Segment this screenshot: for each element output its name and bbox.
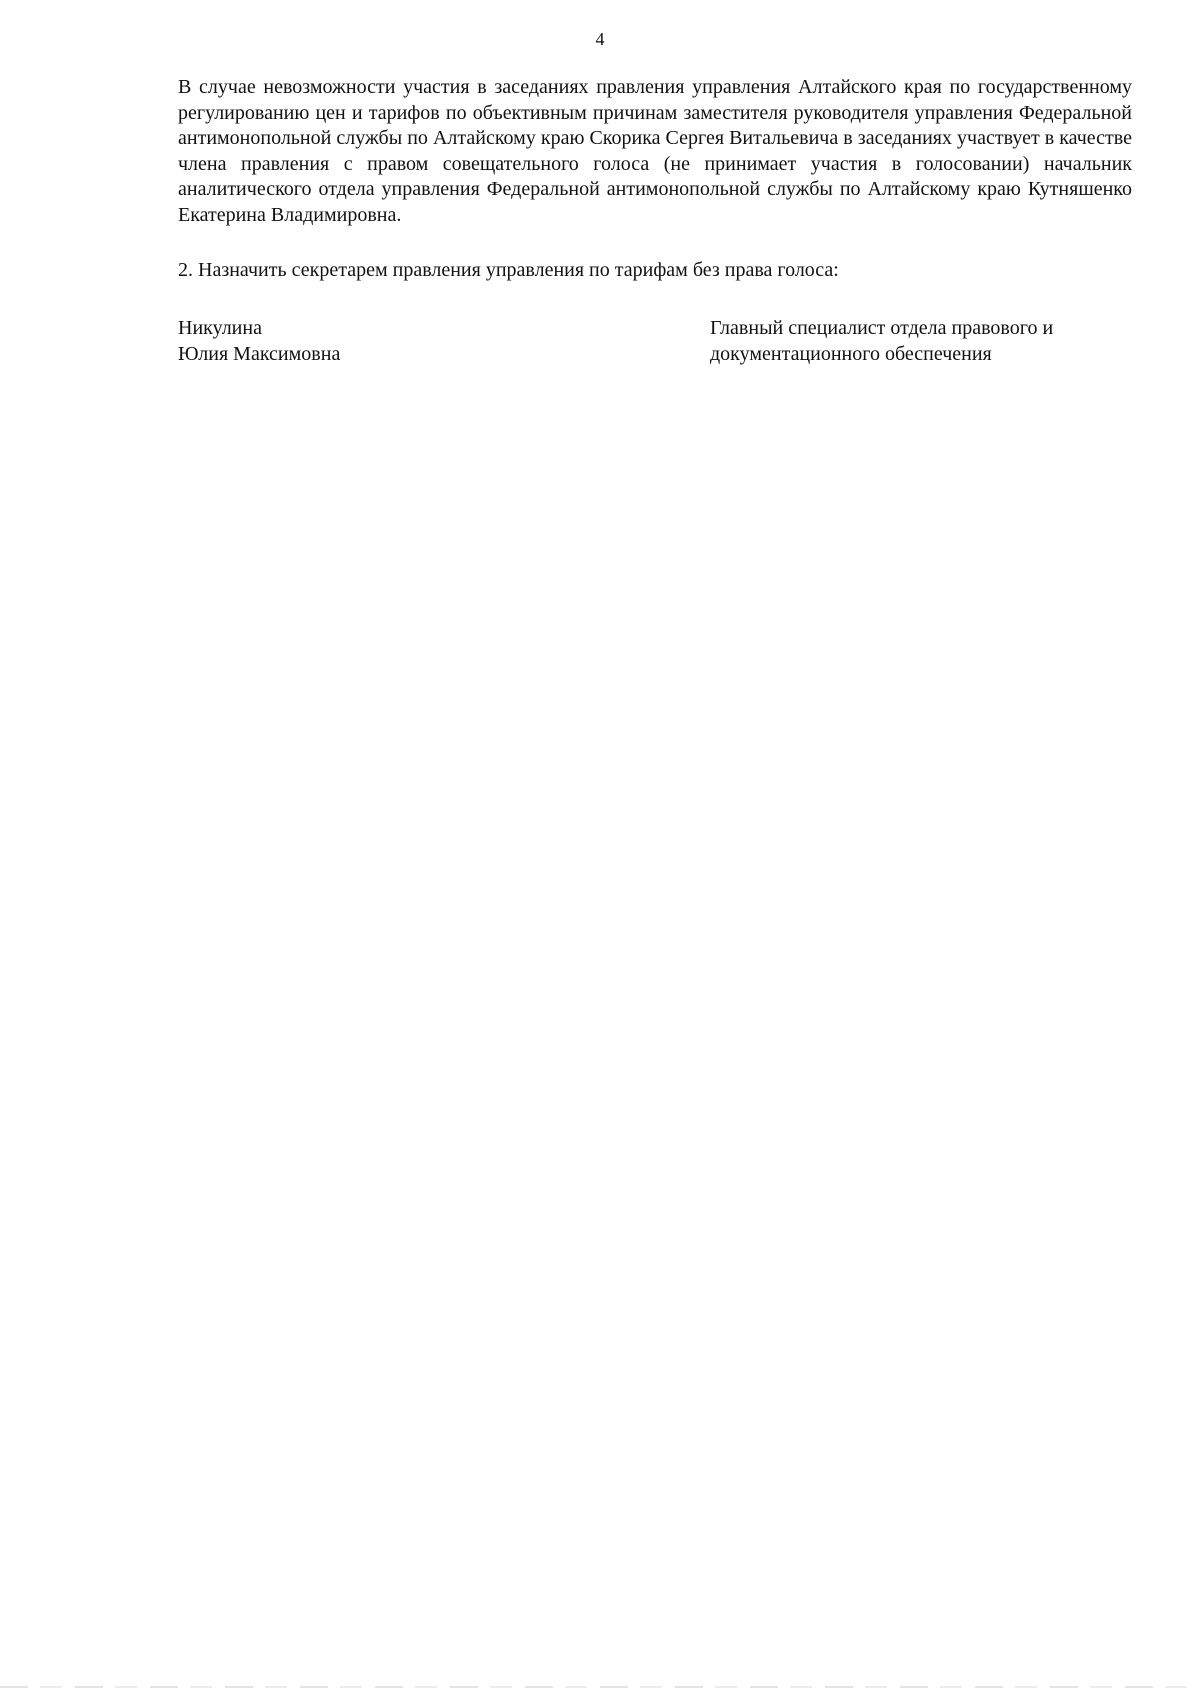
secretary-surname: Никулина	[178, 316, 262, 339]
secretary-block	[178, 315, 1132, 367]
page-number: 4	[595, 29, 605, 49]
secretary-position-line-2: документационного обеспечения	[710, 342, 992, 365]
secretary-given-names: Юлия Максимовна	[178, 342, 341, 365]
secretary-position-line-1: Главный специалист отдела правового и	[710, 316, 1054, 339]
document-body	[178, 75, 1132, 367]
item-2-secretary-appointment: 2. Назначить секретарем правления управления по тарифам без права голоса:	[178, 259, 839, 281]
paragraph-replacement-member: В случае невозможности участия в заседаниях правления управления Алтайского края по государственному регулированию цен и тарифов по объективным причинам заместителя руководителя управления Федеральной антимонопольной службы по Алтайскому краю Скорика Сергея Витальевича в заседаниях участвует в качестве члена правления с правом совещательного голоса (не принимает участия в голосовании) начальник аналитического отдела управления Федеральной антимонопольной службы по Алтайскому краю Кутняшенко Екатерина Владимировна.	[178, 76, 1132, 226]
secretary-name	[178, 315, 658, 367]
scan-edge-artifact	[0, 1686, 1200, 1688]
secretary-position	[710, 315, 1132, 367]
